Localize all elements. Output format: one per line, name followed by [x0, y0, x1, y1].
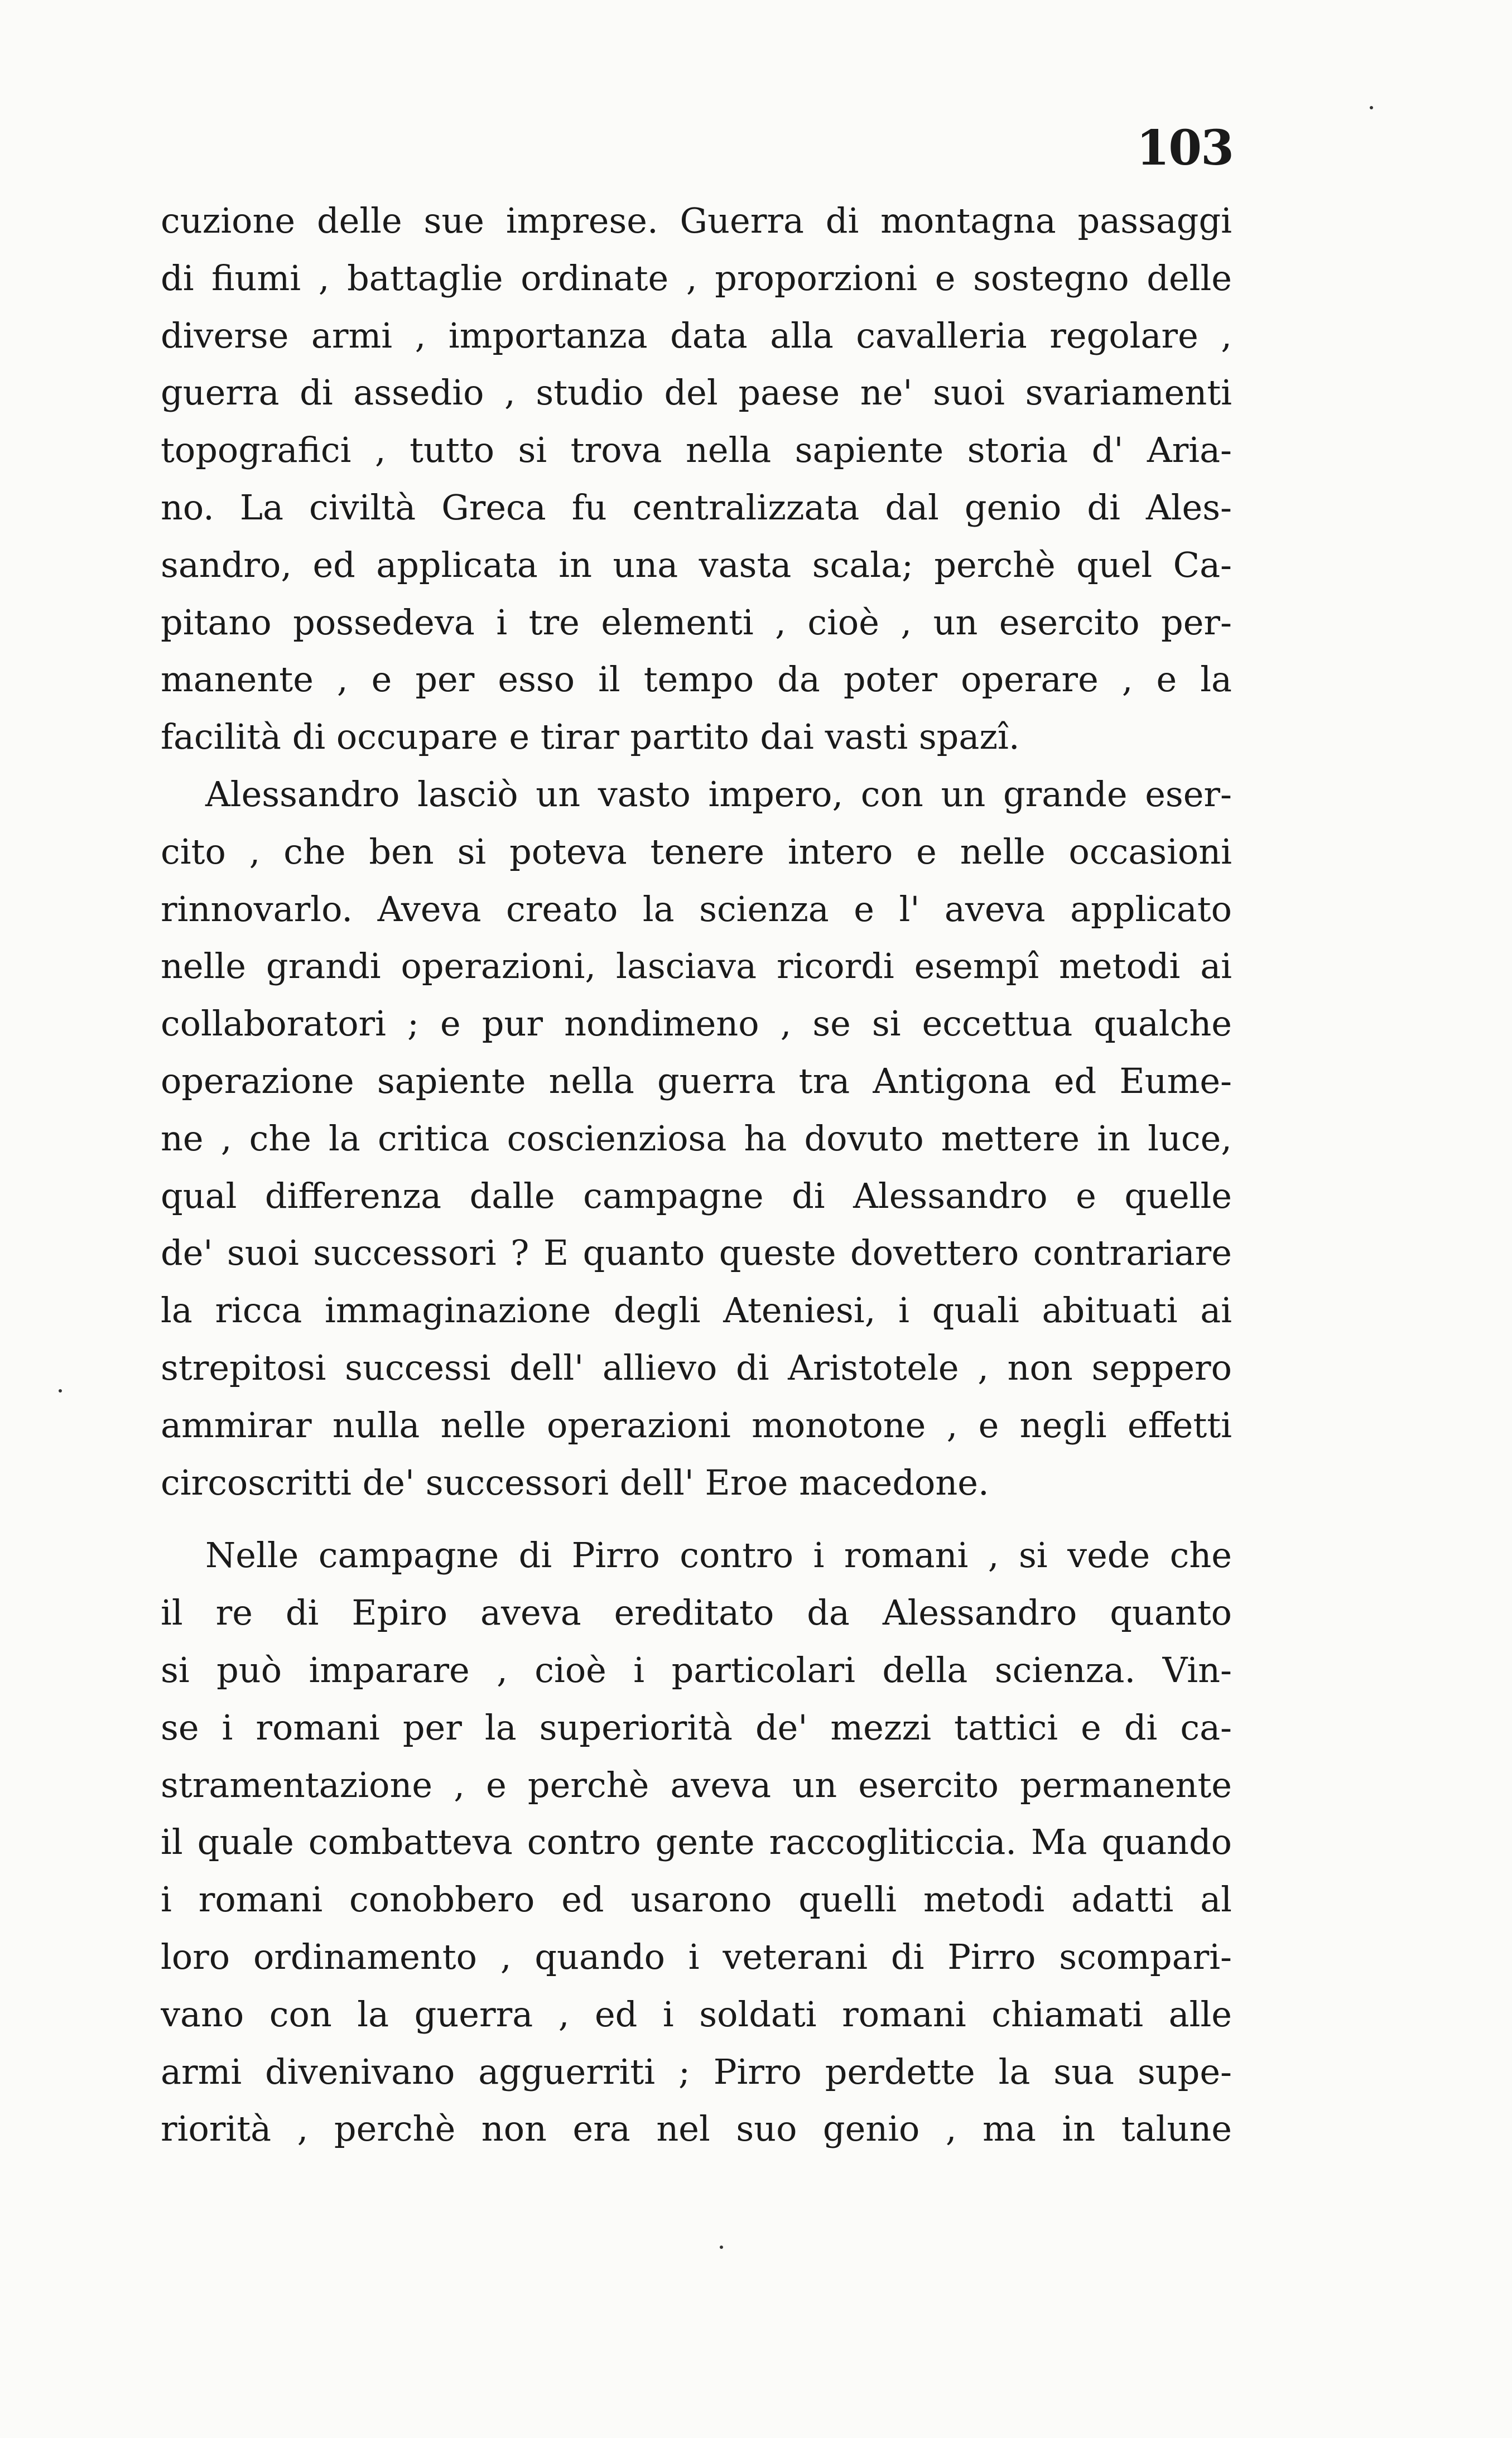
text-line: nelle grandi operazioni, lasciava ricordi esempî metodi ai: [161, 946, 1232, 987]
text-line: ammirar nulla nelle operazioni monotone , e negli effetti: [161, 1404, 1232, 1446]
text-line: collaboratori ; e pur nondimeno , se si eccettua qualche: [161, 1003, 1232, 1044]
text-line: si può imparare , cioè i particolari della scienza. Vin-: [161, 1649, 1232, 1690]
text-line: stramentazione , e perchè aveva un esercito permanente: [161, 1764, 1232, 1805]
body-text: [161, 192, 1232, 2158]
text-line: la ricca immaginazione degli Ateniesi, i quali abituati ai: [161, 1290, 1232, 1331]
paragraph-3: [161, 1527, 1232, 2158]
text-line: operazione sapiente nella guerra tra Antigona ed Eume-: [161, 1060, 1232, 1101]
page-number: 103: [1136, 120, 1233, 176]
text-line: ne , che la critica coscienziosa ha dovuto mettere in luce,: [161, 1117, 1232, 1159]
text-line: armi divenivano agguerriti ; Pirro perdette la sua supe-: [161, 2051, 1232, 2092]
text-line: manente , e per esso il tempo da poter operare , e la: [161, 659, 1232, 700]
text-line: no. La civiltà Greca fu centralizzata dal genio di Ales-: [161, 486, 1232, 528]
text-line: guerra di assedio , studio del paese ne' suoi svariamenti: [161, 372, 1232, 413]
text-line: cito , che ben si poteva tenere intero e nelle occasioni: [161, 831, 1232, 872]
ink-speck: [59, 1389, 62, 1393]
ink-speck: [1370, 106, 1373, 109]
text-line: se i romani per la superiorità de' mezzi tattici e di ca-: [161, 1707, 1232, 1748]
text-line: di fiumi , battaglie ordinate , proporzioni e sostegno delle: [161, 257, 1232, 298]
text-line: strepitosi successi dell' allievo di Aristotele , non seppero: [161, 1347, 1232, 1388]
text-line: diverse armi , importanza data alla cavalleria regolare ,: [161, 315, 1232, 356]
text-line: Nelle campagne di Pirro contro i romani , si vede che: [205, 1535, 1232, 1576]
ink-speck: [720, 2246, 723, 2249]
text-line: pitano possedeva i tre elementi , cioè , un esercito per-: [161, 601, 1232, 643]
text-line: topografici , tutto si trova nella sapiente storia d' Aria-: [161, 430, 1232, 471]
text-line: vano con la guerra , ed i soldati romani chiamati alle: [161, 1993, 1232, 2035]
text-line: de' suoi successori ? E quanto queste dovettero contrariare: [161, 1232, 1232, 1274]
text-line: Alessandro lasciò un vasto impero, con un grande eser-: [205, 773, 1232, 815]
text-line: i romani conobbero ed usarono quelli metodi adatti al: [161, 1879, 1232, 1920]
text-line: cuzione delle sue imprese. Guerra di montagna passaggi: [161, 200, 1232, 241]
paragraph-2: [161, 766, 1232, 1511]
text-line: riorità , perchè non era nel suo genio , ma in talune: [161, 2108, 1232, 2150]
text-line: circoscritti de' successori dell' Eroe macedone.: [161, 1462, 989, 1503]
text-line: loro ordinamento , quando i veterani di Pirro scompari-: [161, 1936, 1232, 1977]
paragraph-1: [161, 192, 1232, 766]
text-line: rinnovarlo. Aveva creato la scienza e l' aveva applicato: [161, 888, 1232, 929]
text-line: facilità di occupare e tirar partito dai vasti spazî.: [161, 716, 1020, 758]
text-line: il re di Epiro aveva ereditato da Alessandro quanto: [161, 1592, 1232, 1634]
text-line: qual differenza dalle campagne di Alessandro e quelle: [161, 1175, 1232, 1216]
text-line: sandro, ed applicata in una vasta scala; perchè quel Ca-: [161, 544, 1232, 585]
text-line: il quale combatteva contro gente raccogliticcia. Ma quando: [161, 1822, 1232, 1863]
